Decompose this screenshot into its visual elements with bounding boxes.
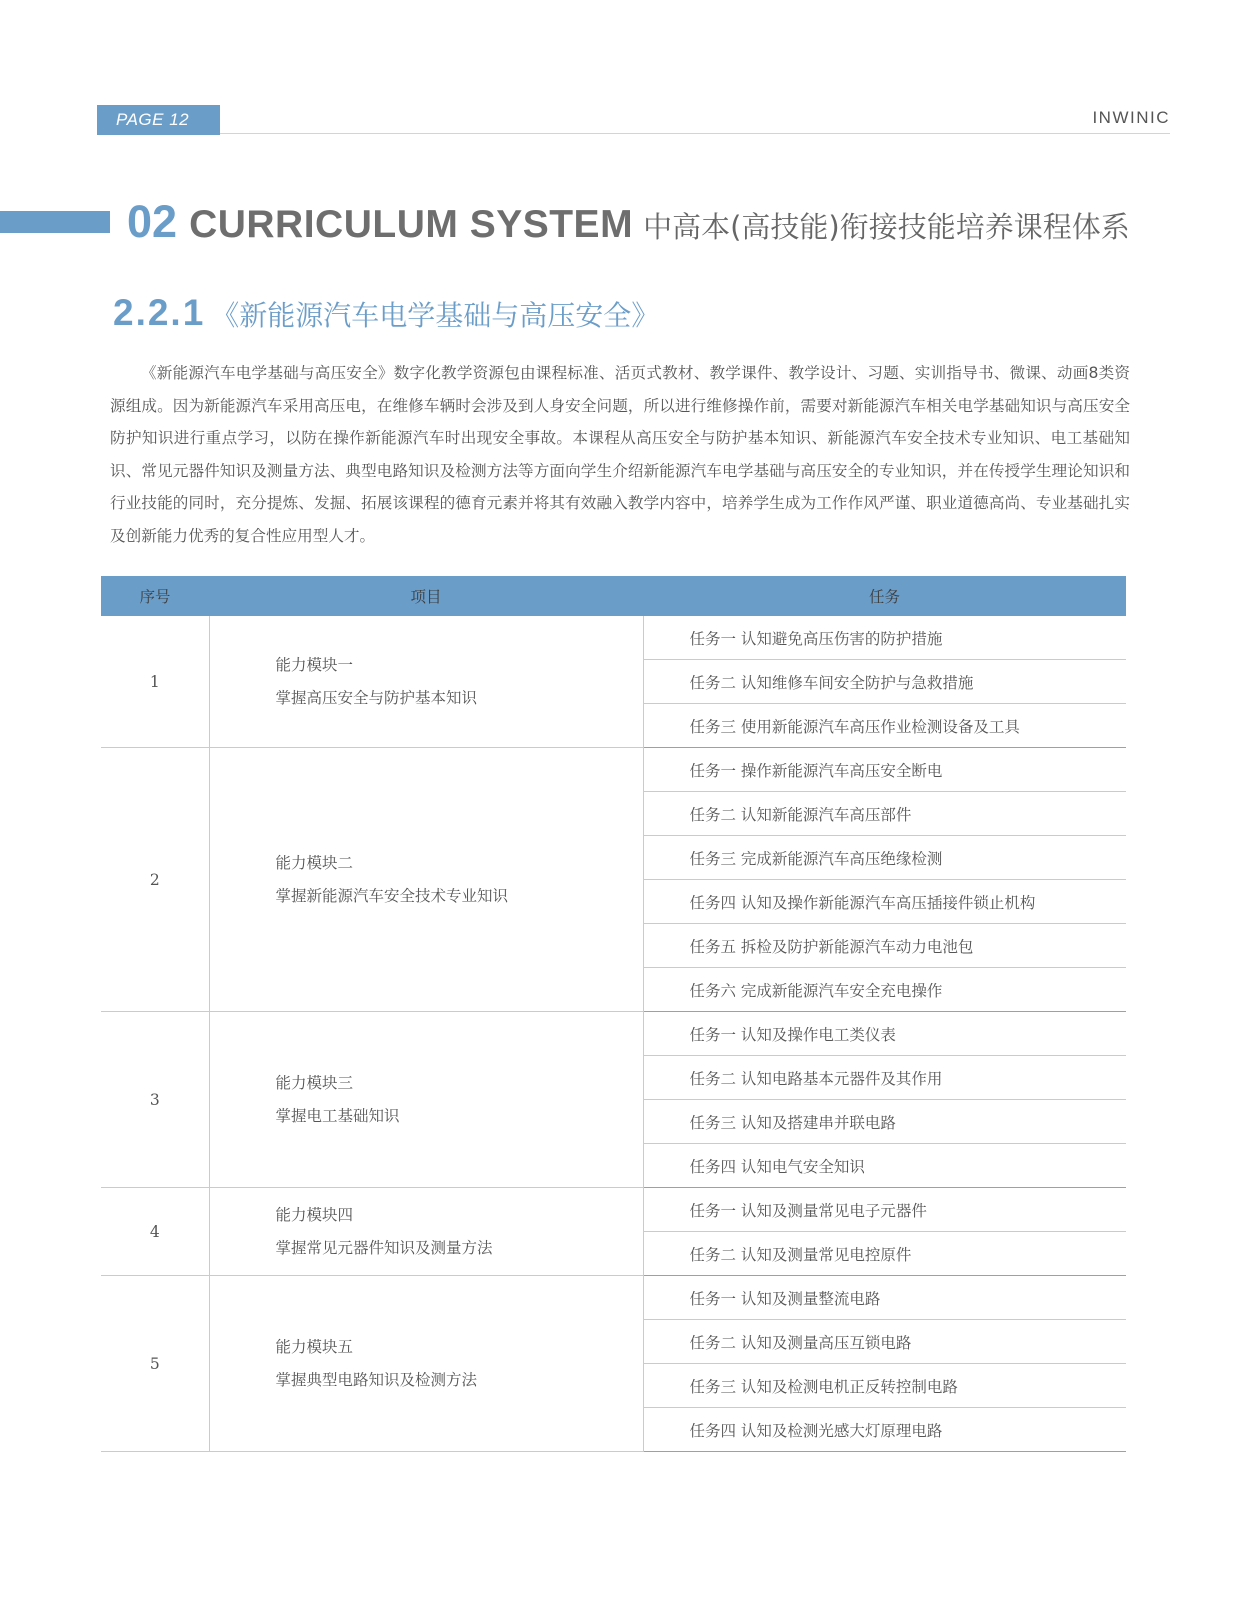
brand-name: INWINIC bbox=[1092, 108, 1170, 127]
task-cell: 任务三 认知及检测电机正反转控制电路 bbox=[643, 1364, 1126, 1408]
task-cell: 任务五 拆检及防护新能源汽车动力电池包 bbox=[643, 924, 1126, 968]
header-project: 项目 bbox=[209, 576, 643, 616]
project-name: 掌握新能源汽车安全技术专业知识 bbox=[275, 886, 509, 905]
project-cell bbox=[209, 1276, 643, 1452]
task-cell: 任务四 认知电气安全知识 bbox=[643, 1144, 1126, 1188]
header-index: 序号 bbox=[101, 576, 209, 616]
header-tasks: 任务 bbox=[643, 576, 1126, 616]
task-cell: 任务二 认知及测量常见电控原件 bbox=[643, 1232, 1126, 1276]
section-heading bbox=[127, 196, 1130, 248]
task-cell: 任务一 认知及操作电工类仪表 bbox=[643, 1012, 1126, 1056]
task-cell: 任务二 认知及测量高压互锁电路 bbox=[643, 1320, 1126, 1364]
module-name: 能力模块三 bbox=[275, 1073, 354, 1092]
project-name: 掌握常见元器件知识及测量方法 bbox=[275, 1238, 493, 1257]
task-cell: 任务二 认知电路基本元器件及其作用 bbox=[643, 1056, 1126, 1100]
subsection-number: 2.2.1 bbox=[113, 292, 206, 333]
module-name: 能力模块一 bbox=[275, 655, 354, 674]
task-cell: 任务三 使用新能源汽车高压作业检测设备及工具 bbox=[643, 704, 1126, 748]
row-index: 3 bbox=[101, 1012, 209, 1188]
task-cell: 任务三 认知及搭建串并联电路 bbox=[643, 1100, 1126, 1144]
project-cell bbox=[209, 1012, 643, 1188]
table-header-row bbox=[101, 576, 1126, 616]
subsection-heading bbox=[113, 292, 659, 334]
project-name: 掌握电工基础知识 bbox=[275, 1106, 400, 1125]
task-cell: 任务一 认知及测量整流电路 bbox=[643, 1276, 1126, 1320]
section-title-en: CURRICULUM SYSTEM bbox=[189, 203, 634, 246]
module-name: 能力模块四 bbox=[275, 1205, 354, 1224]
row-index: 4 bbox=[101, 1188, 209, 1276]
project-cell bbox=[209, 616, 643, 748]
task-cell: 任务二 认知新能源汽车高压部件 bbox=[643, 792, 1126, 836]
subsection-title: 《新能源汽车电学基础与高压安全》 bbox=[211, 299, 660, 332]
row-index: 5 bbox=[101, 1276, 209, 1452]
table-body bbox=[101, 616, 1126, 1452]
task-cell: 任务三 完成新能源汽车高压绝缘检测 bbox=[643, 836, 1126, 880]
task-cell: 任务二 认知维修车间安全防护与急救措施 bbox=[643, 660, 1126, 704]
task-cell: 任务四 认知及检测光感大灯原理电路 bbox=[643, 1408, 1126, 1452]
task-cell: 任务一 认知及测量常见电子元器件 bbox=[643, 1188, 1126, 1232]
task-cell: 任务一 认知避免高压伤害的防护措施 bbox=[643, 616, 1126, 660]
row-index: 2 bbox=[101, 748, 209, 1012]
section-number: 02 bbox=[127, 196, 178, 247]
table-row bbox=[101, 1012, 1126, 1056]
project-cell bbox=[209, 748, 643, 1012]
task-cell: 任务一 操作新能源汽车高压安全断电 bbox=[643, 748, 1126, 792]
curriculum-table bbox=[101, 576, 1126, 1452]
table-row bbox=[101, 1276, 1126, 1320]
table-row bbox=[101, 616, 1126, 660]
table-row bbox=[101, 1188, 1126, 1232]
header-divider bbox=[220, 133, 1170, 134]
section-title-zh: 中高本(高技能)衔接技能培养课程体系 bbox=[643, 210, 1130, 244]
page-number-tag: PAGE 12 bbox=[97, 105, 220, 135]
module-name: 能力模块五 bbox=[275, 1337, 354, 1356]
task-cell: 任务六 完成新能源汽车安全充电操作 bbox=[643, 968, 1126, 1012]
project-name: 掌握高压安全与防护基本知识 bbox=[275, 688, 478, 707]
section-accent-bar bbox=[0, 211, 110, 233]
project-name: 掌握典型电路知识及检测方法 bbox=[275, 1370, 478, 1389]
task-cell: 任务四 认知及操作新能源汽车高压插接件锁止机构 bbox=[643, 880, 1126, 924]
table-row bbox=[101, 748, 1126, 792]
row-index: 1 bbox=[101, 616, 209, 748]
intro-paragraph: 《新能源汽车电学基础与高压安全》数字化教学资源包由课程标准、活页式教材、教学课件、教学设计、习题、实训指导书、微课、动画8类资源组成。因为新能源汽车采用高压电，在维修车辆时会涉及到人身安全问题，所以进行维修操作前，需要对新能源汽车相关电学基础知识与高压安全防护知识进行重点学习，以防在操作新能源汽车时出现安全事故。本课程从高压安全与防护基本知识、新能源汽车安全技术专业知识、电工基础知识、常见元器件知识及测量方法、典型电路知识及检测方法等方面向学生介绍新能源汽车电学基础与高压安全的专业知识，并在传授学生理论知识和行业技能的同时，充分提炼、发掘、拓展该课程的德育元素并将其有效融入教学内容中，培养学生成为工作作风严谨、职业道德高尚、专业基础扎实及创新能力优秀的复合性应用型人才。 bbox=[110, 364, 1130, 545]
project-cell bbox=[209, 1188, 643, 1276]
module-name: 能力模块二 bbox=[275, 853, 354, 872]
